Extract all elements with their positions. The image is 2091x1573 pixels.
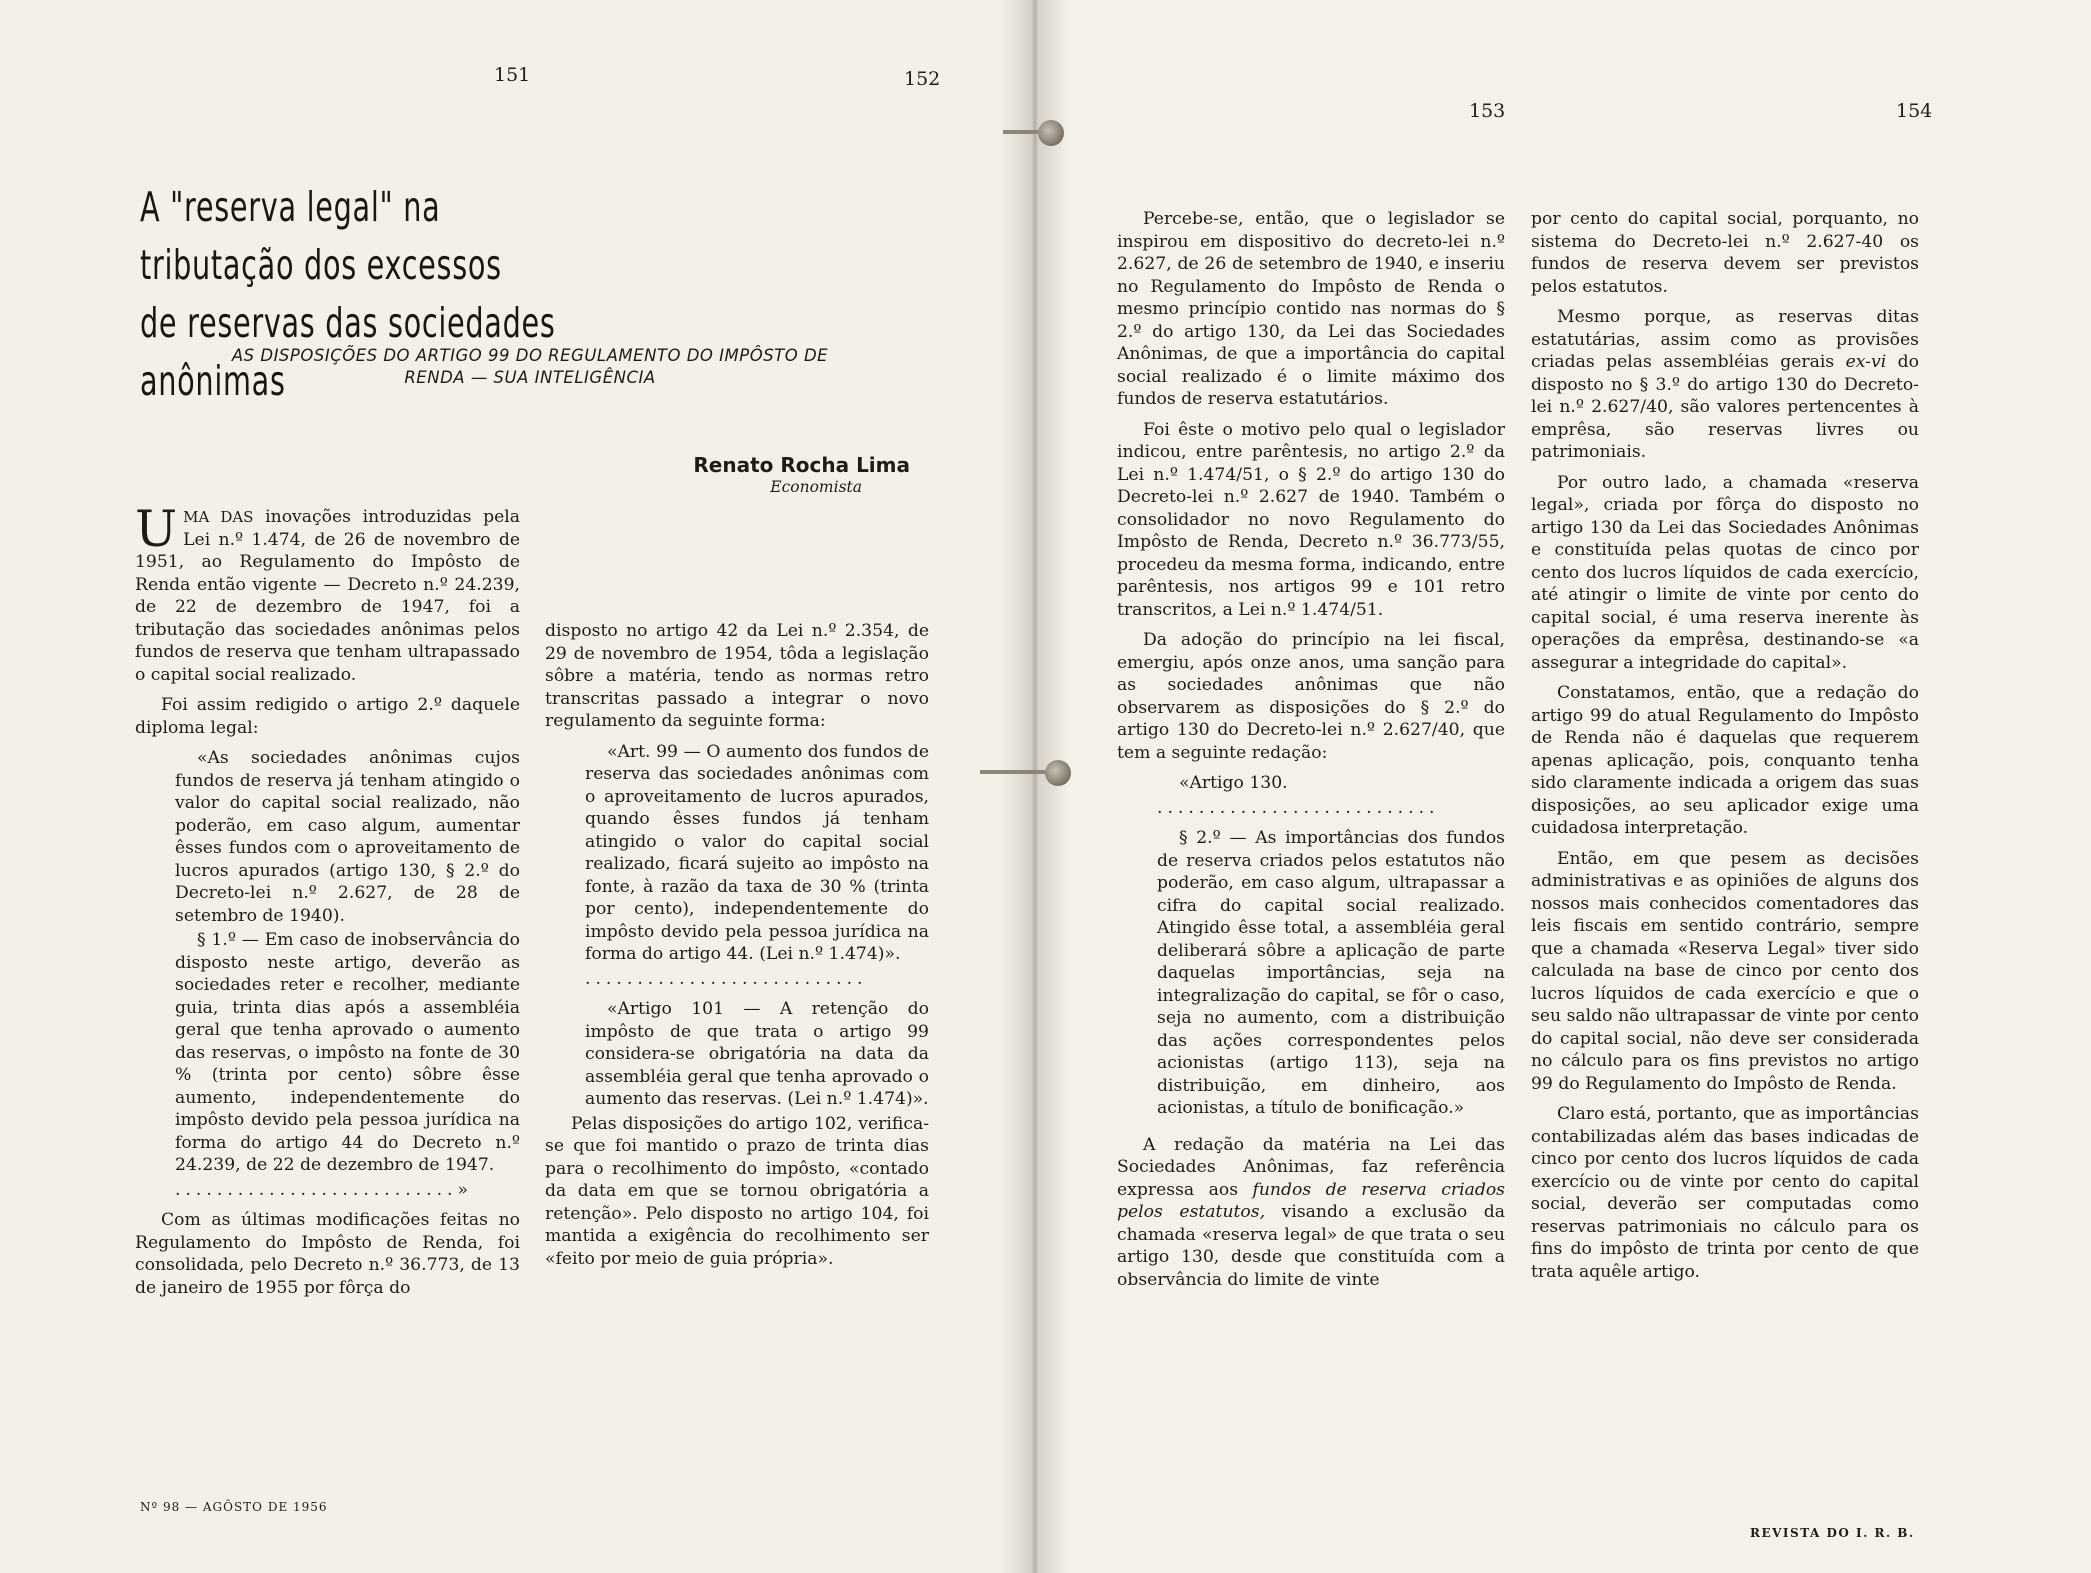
drop-cap: U xyxy=(135,500,178,558)
paragraph-text: Mesmo porque, as reservas ditas estatutárias, assim como as provisões criadas pelas assembléias gerais xyxy=(1531,307,1919,372)
staple-stem xyxy=(1003,130,1043,134)
paragraph: Foi assim redigido o artigo 2.º daquele diploma legal: xyxy=(135,695,520,738)
paragraph-text: visando a exclusão da chamada «reserva legal» de que trata o seu artigo 130, desde que constituída com a observância do limite de vinte xyxy=(1117,1202,1506,1290)
emphasis: ex-vi xyxy=(1845,352,1887,372)
paragraph: Pelas disposições do artigo 102, verifica-se que foi mantido o prazo de trinta dias para o recolhimento do impôsto, «contado da data em que se tornou obrigatória a retenção». Pelo disposto no artigo 104, foi mantida a exigência do recolhimento ser «feito por meio de guia própria». xyxy=(545,1113,929,1269)
paragraph: Constatamos, então, que a redação do artigo 99 do atual Regulamento do Impôsto de Renda não é daquelas que requerem apenas aplicação, pois, conquanto tenha sido claramente indicada a origem das suas disposições, ao seu aplicador exige uma cuidadosa interpretação. xyxy=(1531,683,1919,838)
paragraph xyxy=(135,500,520,686)
page-number-151: 151 xyxy=(494,64,531,86)
author-role: Economista xyxy=(770,478,862,496)
subtitle-line-1: AS DISPOSIÇÕES DO ARTIGO 99 DO REGULAMENTO DO IMPÔSTO DE xyxy=(231,346,829,365)
ellipsis-line: ........................... xyxy=(1157,797,1440,818)
footer-journal: REVISTA DO I. R. B. xyxy=(1750,1526,1915,1540)
page-number-153: 153 xyxy=(1469,100,1506,122)
paragraph xyxy=(1531,306,1919,464)
quote-paragraph: § 2.º — As importâncias dos fundos de reserva criados pelos estatutos não poderão, em caso algum, ultrapassar a cifra do capital social realizado. Atingido êsse total, a assembléia geral deliberará sôbre a aplicação de parte daquelas importâncias, seja na integralização do capital, se fôr o caso, seja no aumento, com a distribuição das ações correspondentes pelos acionistas (artigo 113), seja na distribuição, em dinheiro, aos acionistas, a título de bonificação.» xyxy=(1157,828,1505,1118)
staple-head xyxy=(1045,760,1071,786)
paragraph: Claro está, portanto, que as importâncias contabilizadas além das bases indicadas de cinco por cento dos lucros líquidos de cada exercício ou de vinte por cento do capital social, deverão ser computadas como reservas patrimoniais no cálculo para os fins do impôsto de trinta por cento de que trata aquêle artigo. xyxy=(1531,1104,1919,1282)
quote-paragraph: § 1.º — Em caso de inobservância do disposto neste artigo, deverão as sociedades reter e recolher, mediante guia, trinta dias após a assembléia geral que tenha aprovado o aumento das reservas, o impôsto na fonte de 30 % (trinta por cento) sôbre êsse aumento, independentemente do impôsto devido pela pessoa jurídica na forma do artigo 44 do Decreto n.º 24.239, de 22 de dezembro de 1947. xyxy=(175,930,520,1175)
footer-issue: Nº 98 — AGÔSTO DE 1956 xyxy=(140,1500,328,1514)
staple-stem xyxy=(980,770,1050,774)
emphasis: fundos de reserva criados pelos estatutos, xyxy=(1117,1179,1506,1222)
book-gutter xyxy=(1000,0,1070,1573)
paragraph: disposto no artigo 42 da Lei n.º 2.354, de 29 de novembro de 1954, tôda a legislação sôbre a matéria, tendo as normas retro transcritas passado a integrar o novo regulamento da seguinte forma: xyxy=(545,621,929,731)
paragraph: Percebe-se, então, que o legislador se inspirou em dispositivo do decreto-lei n.º 2.627, de 26 de setembro de 1940, e inseriu no Regulamento do Impôsto de Renda o mesmo princípio contido nas normas do § 2.º do artigo 130, da Lei das Sociedades Anônimas, de que a importância do capital social realizado é o limite máximo dos fundos de reserva estatutários. xyxy=(1117,209,1505,409)
paragraph: Então, em que pesem as decisões administrativas e as opiniões de alguns dos nossos mais conhecidos comentadores das leis fiscais em sentido contrário, sempre que a chamada «Reserva Legal» tiver sido calculada na base de cinco por cento dos lucros líquidos de cada exercício e que o seu saldo não ultrapassar de vinte por cento do capital social, não deve ser considerada no cálculo para os fins previstos no artigo 99 do Regulamento do Impôsto de Renda. xyxy=(1531,848,1919,1094)
ellipsis-line: ...........................» xyxy=(175,1179,474,1200)
text-column-1 xyxy=(135,500,520,1307)
author-name: Renato Rocha Lima xyxy=(693,453,910,477)
quote-paragraph: «As sociedades anônimas cujos fundos de reserva já tenham atingido o valor do capital social realizado, não poderão, em caso algum, aumentar êsses fundos com o aproveitamento de lucros apurados (artigo 130, § 2.º do Decreto-lei n.º 2.627, de 28 de setembro de 1940). xyxy=(175,748,520,926)
title-line-2: de reservas das sociedades anônimas xyxy=(140,299,556,405)
page-number-154: 154 xyxy=(1896,100,1933,122)
paragraph-text: A redação da matéria na Lei das Sociedades Anônimas, faz referência expressa aos xyxy=(1117,1134,1505,1200)
paragraph: Por outro lado, a chamada «reserva legal», criada por fôrça do disposto no artigo 130 da Lei das Sociedades Anônimas e constituída pelas quotas de cinco por cento dos lucros líquidos de cada exercício, até atingir o limite de vinte por cento do capital social, é uma reserva inerente às operações da emprêsa, destinando-se «a assegurar a integridade do capital». xyxy=(1531,472,1919,673)
title-line-1: A "reserva legal" na tributação dos excessos xyxy=(140,183,502,289)
paragraph: Com as últimas modificações feitas no Regulamento do Impôsto de Renda, foi consolidada, pelo Decreto n.º 36.773, de 13 de janeiro de 1955 por fôrça do xyxy=(135,1210,520,1298)
text-column-4 xyxy=(1531,208,1919,1291)
article-subtitle xyxy=(150,345,910,389)
staple-head xyxy=(1038,120,1064,146)
right-page xyxy=(1035,0,2091,1573)
quote-paragraph: «Artigo 101 — A retenção do impôsto de que trata o artigo 99 considera-se obrigatória na data da assembléia geral que tenha aprovado o aumento das reservas. (Lei n.º 1.474)». xyxy=(585,999,929,1109)
paragraph: por cento do capital social, porquanto, no sistema do Decreto-lei n.º 2.627-40 os fundos de reserva devem ser previstos pelos estatutos. xyxy=(1531,209,1919,297)
left-page xyxy=(0,0,1035,1573)
text-column-3 xyxy=(1117,208,1505,1299)
text-column-2 xyxy=(545,620,929,1278)
paragraph xyxy=(1117,1134,1505,1292)
paragraph-text: inovações introduzidas pela Lei n.º 1.474, de 26 de novembro de 1951, ao Regulamento do Impôsto de Renda então vigente — Decreto n.º 24.239, de 22 de dezembro de 1947, foi a tributação das sociedades anônimas pelos fundos de reserva que tenham ultrapassado o capital social realizado. xyxy=(135,507,520,685)
paragraph-text: do disposto no § 3.º do artigo 130 do Decreto-lei n.º 2.627/40, são valores pertencentes à emprêsa, são reservas livres ou patrimoniais. xyxy=(1531,352,1919,462)
page-number-152: 152 xyxy=(904,68,941,90)
ellipsis-line: ........................... xyxy=(585,968,868,989)
lead-in: MA DAS xyxy=(183,508,254,526)
paragraph: Foi êste o motivo pelo qual o legislador indicou, entre parêntesis, no artigo 2.º da Lei n.º 1.474/51, o § 2.º do artigo 130 do Decreto-lei n.º 2.627 de 1940. Também o consolidador no novo Regulamento do Impôsto de Renda, Decreto n.º 36.773/55, procedeu da mesma forma, indicando, entre parêntesis, nos artigos 99 e 101 retro transcritos, a Lei n.º 1.474/51. xyxy=(1117,419,1505,620)
paragraph: Da adoção do princípio na lei fiscal, emergiu, após onze anos, uma sanção para as sociedades anônimas que não observarem as disposições do § 2.º do artigo 130 do Decreto-lei n.º 2.627/40, que tem a seguinte redação: xyxy=(1117,630,1505,763)
quote-paragraph: «Art. 99 — O aumento dos fundos de reserva das sociedades anônimas com o aproveitamento de lucros apurados, quando êsses fundos já tenham atingido o valor do capital social realizado, ficará sujeito ao impôsto na fonte, à razão da taxa de 30 % (trinta por cento), independentemente do impôsto devido pela pessoa jurídica na forma do artigo 44. (Lei n.º 1.474)». xyxy=(585,741,929,964)
subtitle-line-2: RENDA — SUA INTELIGÊNCIA xyxy=(404,368,656,387)
quote-paragraph: «Artigo 130. xyxy=(1179,773,1288,793)
